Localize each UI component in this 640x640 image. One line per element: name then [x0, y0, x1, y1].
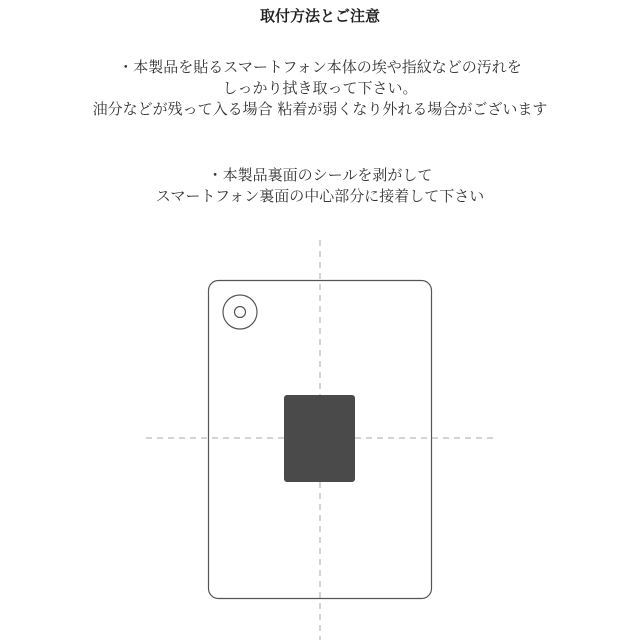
page-title: 取付方法とご注意	[259, 7, 380, 25]
step-2-line-2: スマートフォン裏面の中心部分に接着して下さい	[155, 187, 485, 205]
step-2-line-1: ・本製品裏面のシールを剥がして	[207, 166, 433, 184]
step-1-line-3: 油分などが残って入る場合 粘着が弱くなり外れる場合がございます	[92, 100, 548, 118]
step-1-line-2: しっかり拭き取って下さい。	[222, 79, 418, 97]
step-1-line-1: ・本製品を貼るスマートフォン本体の埃や指紋などの汚れを	[118, 58, 522, 76]
adhesive-sticker	[284, 395, 355, 482]
